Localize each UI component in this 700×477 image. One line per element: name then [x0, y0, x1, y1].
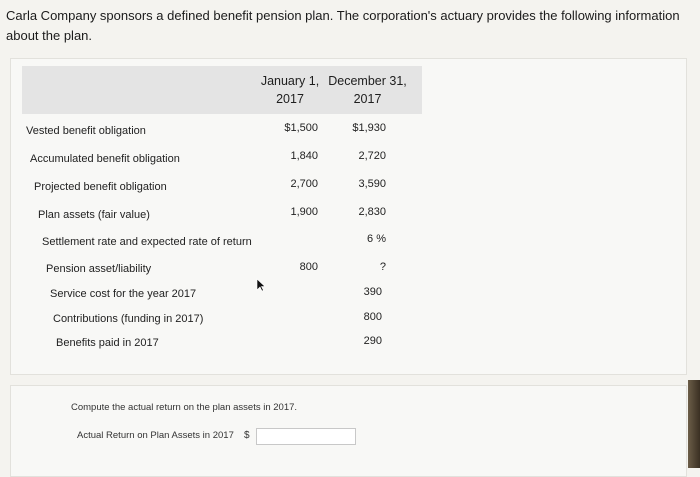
- row-label: Vested benefit obligation: [26, 125, 146, 137]
- cell-dec: 390: [363, 286, 382, 298]
- cell-jan: 800: [299, 261, 318, 273]
- cell-jan: 1,840: [290, 150, 318, 162]
- column-header-jan: [250, 72, 330, 108]
- cell-jan: $1,500: [284, 122, 318, 134]
- desk-edge: [688, 380, 700, 468]
- cell-dec: 290: [363, 335, 382, 347]
- row-label: Service cost for the year 2017: [50, 288, 197, 300]
- cell-dec: ?: [379, 261, 386, 273]
- cell-dec: 3,590: [358, 178, 386, 190]
- row-label: Benefits paid in 2017: [56, 337, 159, 349]
- row-label: Projected benefit obligation: [34, 181, 167, 193]
- row-label: Pension asset/liability: [46, 263, 152, 275]
- actual-return-input[interactable]: [256, 428, 356, 445]
- problem-statement: Carla Company sponsors a defined benefit pension plan. The corporation's actuary provides the following information about the plan.: [6, 8, 680, 43]
- currency-symbol: $: [244, 430, 250, 441]
- answer-label: Actual Return on Plan Assets in 2017: [77, 430, 234, 441]
- cell-dec: 6 %: [367, 233, 386, 245]
- column-header-dec: [325, 72, 410, 108]
- cell-dec: 2,830: [358, 206, 386, 218]
- row-label: Accumulated benefit obligation: [30, 153, 180, 165]
- mouse-cursor-icon: [256, 278, 266, 292]
- row-label: Plan assets (fair value): [38, 209, 150, 221]
- column-header-dec-text: December 31, 2017: [328, 74, 407, 106]
- row-label: Settlement rate and expected rate of return: [42, 236, 252, 248]
- cell-dec: 2,720: [358, 150, 386, 162]
- cell-jan: 1,900: [290, 206, 318, 218]
- cell-dec: $1,930: [352, 122, 386, 134]
- cell-jan: 2,700: [290, 178, 318, 190]
- column-header-jan-text: January 1, 2017: [260, 74, 320, 106]
- row-label: Contributions (funding in 2017): [53, 313, 204, 325]
- question-prompt: Compute the actual return on the plan assets in 2017.: [71, 402, 298, 413]
- cell-dec: 800: [363, 311, 382, 323]
